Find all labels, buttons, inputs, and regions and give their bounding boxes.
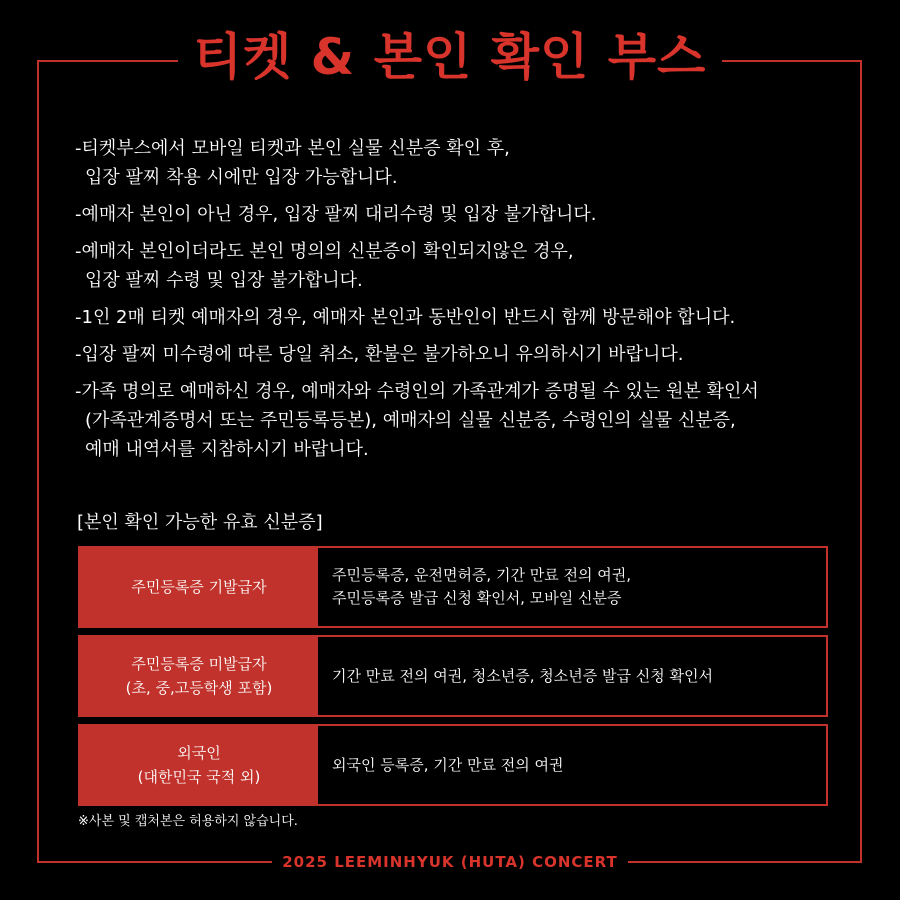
rule-line: -예매자 본인이더라도 본인 명의의 신분증이 확인되지않은 경우,	[75, 241, 574, 262]
id-table-row	[78, 546, 828, 628]
id-documents-line: 기간 만료 전의 여권, 청소년증, 청소년증 발급 신청 확인서	[332, 666, 713, 685]
rule-item	[75, 134, 845, 192]
rule-item	[75, 303, 845, 332]
id-table-row	[78, 724, 828, 806]
id-category-cell	[80, 548, 318, 626]
id-category-label: 외국인	[177, 744, 221, 762]
rule-item	[75, 340, 845, 369]
id-category-label: 주민등록증 미발급자	[131, 655, 267, 673]
id-table-row	[78, 635, 828, 717]
id-documents-cell	[318, 726, 826, 804]
id-category-cell	[80, 637, 318, 715]
rule-line: 입장 팔찌 착용 시에만 입장 가능합니다.	[85, 167, 398, 188]
id-table	[78, 546, 828, 813]
id-documents-line: 외국인 등록증, 기간 만료 전의 여권	[332, 755, 564, 774]
id-documents-cell	[318, 637, 826, 715]
rule-item	[75, 237, 845, 295]
rule-item	[75, 200, 845, 229]
rule-line: (가족관계증명서 또는 주민등록등본), 예매자의 실물 신분증, 수령인의 실물 신분증,	[85, 410, 736, 431]
id-category-cell	[80, 726, 318, 804]
copy-not-allowed-note: ※사본 및 캡처본은 허용하지 않습니다.	[78, 814, 298, 829]
rule-item	[75, 377, 845, 464]
id-section-heading: [본인 확인 가능한 유효 신분증]	[77, 512, 323, 533]
rule-line: 입장 팔찌 수령 및 입장 불가합니다.	[85, 270, 363, 291]
rules-list	[75, 134, 845, 472]
rule-line: -예매자 본인이 아닌 경우, 입장 팔찌 대리수령 및 입장 불가합니다.	[75, 204, 597, 225]
id-category-label: (대한민국 국적 외)	[137, 768, 261, 786]
id-category-label: 주민등록증 기발급자	[131, 578, 267, 596]
id-documents-cell	[318, 548, 826, 626]
rule-line: -가족 명의로 예매하신 경우, 예매자와 수령인의 가족관계가 증명될 수 있는 원본 확인서	[75, 381, 759, 402]
rule-line: -입장 팔찌 미수령에 따른 당일 취소, 환불은 불가하오니 유의하시기 바랍니다.	[75, 344, 684, 365]
id-documents-line: 주민등록증, 운전면허증, 기간 만료 전의 여권,	[332, 566, 631, 584]
rule-line: 예매 내역서를 지참하시기 바랍니다.	[85, 439, 369, 460]
rule-line: -티켓부스에서 모바일 티켓과 본인 실물 신분증 확인 후,	[75, 138, 510, 159]
id-documents-line: 주민등록증 발급 신청 확인서, 모바일 신분증	[332, 589, 622, 607]
page-title: 티켓 & 본인 확인 부스	[178, 22, 722, 92]
id-category-label: (초, 중,고등학생 포함)	[125, 679, 273, 697]
footer-event-name: 2025 LEEMINHYUK (HUTA) CONCERT	[272, 851, 628, 873]
rule-line: -1인 2매 티켓 예매자의 경우, 예매자 본인과 동반인이 반드시 함께 방문해야 합니다.	[75, 307, 736, 328]
